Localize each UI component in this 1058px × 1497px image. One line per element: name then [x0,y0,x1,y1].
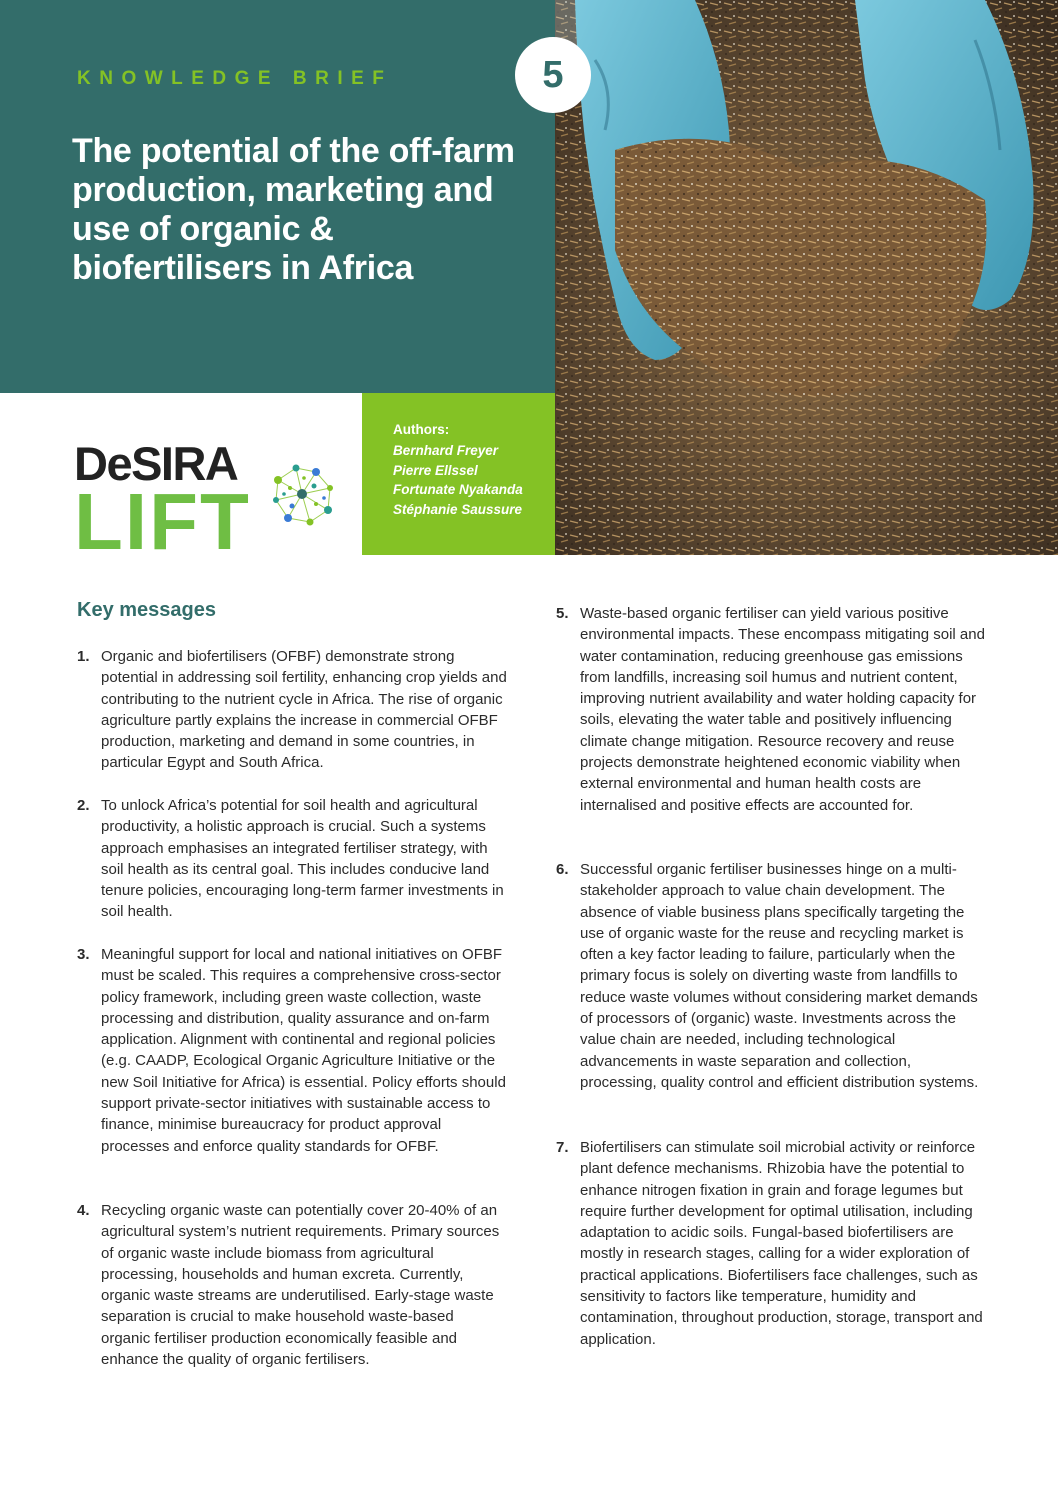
page-title: The potential of the off-farm production, marketing and use of organic & biofertilisers in Africa [72,132,515,287]
network-globe-icon [266,458,340,532]
issue-number-badge: 5 [515,37,591,113]
key-message-item [77,646,507,774]
key-message-item [77,944,507,1157]
key-message-text: To unlock Africa’s potential for soil health and agricultural productivity, a holistic approach is crucial. Such a systems approach emphasises an integrated fertiliser strategy, with soil health as its central goal. This includes conducive land tenure policies, encouraging long-term farmer investments in soil health. [101,797,504,921]
key-message-item [77,795,507,923]
key-message-number: 6. [556,861,569,878]
key-message-number: 1. [77,648,90,665]
key-message-text: Organic and biofertilisers (OFBF) demonstrate strong potential in addressing soil fertility, enhancing crop yields and contributing to the nutrient cycle in Africa. The rise of organic agriculture partly explains the increase in commercial OFBF production, marketing and demand in some countries, in particular Egypt and South Africa. [101,648,507,772]
key-message-number: 5. [556,605,569,622]
compost-hands-illustration [555,0,1058,555]
author-name: Stéphanie Saussure [393,501,523,517]
key-message-number: 7. [556,1139,569,1156]
key-message-text: Waste-based organic fertiliser can yield various positive environmental impacts. These encompass mitigating soil and water contamination, reducing greenhouse gas emissions from landfills, increasing soil humus and nutrient content, improving nutrient availability and water holding capacity for soils, elevating the water table and positively influencing climate change mitigation. Resource recovery and reuse projects demonstrate heightened economic viability when external environmental and human health costs are internalised and positive effects are accounted for. [580,605,985,814]
author-name: Fortunate Nyakanda [393,482,523,498]
authors-list [393,441,523,519]
author-name: Pierre Ellssel [393,462,478,478]
key-message-item [556,1137,986,1350]
author-name: Bernhard Freyer [393,443,499,458]
key-message-number: 3. [77,946,90,963]
authors-heading: Authors: [393,422,450,437]
cover-photo [555,0,1058,555]
key-messages-heading: Key messages [77,599,216,621]
key-message-number: 2. [77,797,90,814]
key-message-text: Successful organic fertiliser businesses hinge on a multi-stakeholder approach to value chain development. The absence of viable business plans specifically targeting the use of organic waste for the reuse and recycling market is often a key factor leading to failure, particularly when the primary focus is solely on diverting waste from landfills to reduce waste volumes without considering market demands of processors of (organic) waste. Investments across the value chain are needed, including technological advancements in waste separation and collection, processing, quality control and efficient distribution systems. [580,861,979,1091]
key-message-item [77,1200,507,1370]
logo-desira-text: DeSIRA [74,437,238,490]
key-message-text: Recycling organic waste can potentially cover 20-40% of an agricultural system’s nutrient requirements. Primary sources of organic waste include biomass from agricultural processing, households and human excreta. Currently, organic waste streams are underutilised. Early-stage waste separation is crucial to make household waste-based organic fertiliser production economically feasible and enhance the quality of organic fertilisers. [101,1202,500,1369]
key-message-item [556,603,986,816]
key-message-text: Meaningful support for local and national initiatives on OFBF must be scaled. This requires a comprehensive cross-sector policy framework, including green waste collection, waste processing and distribution, quality assurance and on-farm application. Alignment with continental and regional policies (e.g. CAADP, Ecological Organic Agriculture Initiative or the new Soil Initiative for Africa) is essential. Policy efforts should support private-sector initiatives with sustainable access to finance, minimise bureaucracy for product approval processes and enforce quality standards for OFBF. [101,946,506,1155]
knowledge-brief-label: KNOWLEDGE BRIEF [77,68,393,89]
key-message-item [556,859,986,1093]
key-message-number: 4. [77,1202,90,1219]
logo-lift-text: LIFT [74,477,251,566]
key-message-text: Biofertilisers can stimulate soil microbial activity or reinforce plant defence mechanisms. Rhizobia have the potential to enhance nitrogen fixation in grain and forage legumes but require further development for optimal utilisation, including adaptation to acidic soils. Fungal-based biofertilisers are mostly in research stages, calling for a wider exploration of practical applications. Biofertilisers face challenges, such as sensitivity to factors like temperature, humidity and contamination, throughout production, storage, transport and application. [580,1139,983,1348]
